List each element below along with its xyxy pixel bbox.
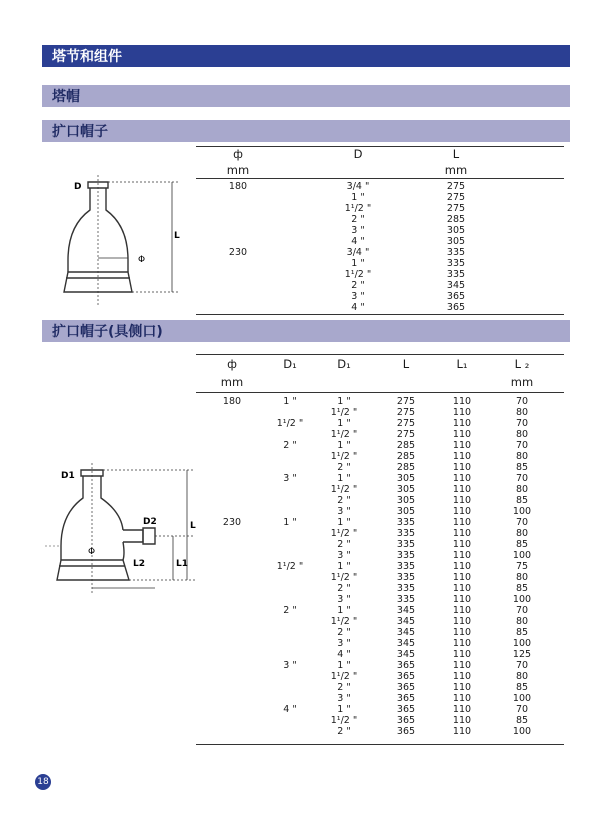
block2-cell: 275 bbox=[396, 396, 416, 407]
block2-cell: 3 " bbox=[337, 550, 351, 561]
block2-cell: 110 bbox=[452, 583, 472, 594]
block1-cell: 335 bbox=[446, 247, 466, 258]
block2-cell: 1¹/2 " bbox=[276, 561, 304, 572]
block1-header-1-top: D bbox=[353, 147, 363, 161]
block2-cell: 365 bbox=[396, 660, 416, 671]
block1-cell: 1¹/2 " bbox=[344, 203, 372, 214]
block2-cell: 3 " bbox=[283, 473, 297, 484]
diagram2-label-l2: L2 bbox=[133, 559, 145, 569]
block2-cell: 110 bbox=[452, 682, 472, 693]
table-side-port-cap bbox=[196, 354, 564, 746]
subsection-title: 塔帽 bbox=[52, 89, 80, 105]
block2-cell: 365 bbox=[396, 715, 416, 726]
block2-cell: 100 bbox=[512, 638, 532, 649]
block1-cell: 3 " bbox=[351, 225, 365, 236]
block2-cell: 345 bbox=[396, 616, 416, 627]
block2-cell: 110 bbox=[452, 616, 472, 627]
block2-cell: 1¹/2 " bbox=[330, 451, 358, 462]
block2-cell: 1¹/2 " bbox=[276, 418, 304, 429]
block2-cell: 80 bbox=[515, 572, 529, 583]
block2-cell: 1¹/2 " bbox=[330, 429, 358, 440]
block2-cell: 110 bbox=[452, 484, 472, 495]
block1-cell: 1 " bbox=[351, 258, 365, 269]
block1-header-0-unit: mm bbox=[226, 163, 250, 177]
block2-cell: 80 bbox=[515, 528, 529, 539]
block2-cell: 110 bbox=[452, 407, 472, 418]
side-port-cap-diagram bbox=[45, 460, 215, 620]
block2-cell: 335 bbox=[396, 572, 416, 583]
block2-cell: 285 bbox=[396, 462, 416, 473]
block2-cell: 125 bbox=[512, 649, 532, 660]
block2-rule bbox=[196, 744, 564, 745]
block2-title-bar bbox=[42, 320, 570, 342]
block2-cell: 1 " bbox=[337, 660, 351, 671]
block2-cell: 275 bbox=[396, 407, 416, 418]
block2-cell: 345 bbox=[396, 649, 416, 660]
block2-cell: 365 bbox=[396, 704, 416, 715]
block2-cell: 85 bbox=[515, 539, 529, 550]
block2-cell: 305 bbox=[396, 495, 416, 506]
block2-cell: 1¹/2 " bbox=[330, 715, 358, 726]
block2-cell: 110 bbox=[452, 550, 472, 561]
block1-cell: 1 " bbox=[351, 192, 365, 203]
block2-cell: 70 bbox=[515, 440, 529, 451]
block1-cell: 2 " bbox=[351, 280, 365, 291]
block2-cell: 110 bbox=[452, 660, 472, 671]
subsection-title-bar bbox=[42, 85, 570, 107]
block2-cell: 275 bbox=[396, 429, 416, 440]
block2-cell: 1 " bbox=[283, 517, 297, 528]
block2-cell: 110 bbox=[452, 715, 472, 726]
page-number: 18 bbox=[37, 777, 49, 787]
diagram2-label-l: L bbox=[190, 521, 196, 531]
block2-cell: 2 " bbox=[337, 495, 351, 506]
block2-cell: 85 bbox=[515, 682, 529, 693]
block2-cell: 365 bbox=[396, 726, 416, 737]
block2-cell: 345 bbox=[396, 638, 416, 649]
block2-cell: 1 " bbox=[337, 396, 351, 407]
block1-cell: 230 bbox=[228, 247, 248, 258]
block2-cell: 2 " bbox=[337, 462, 351, 473]
block2-cell: 345 bbox=[396, 605, 416, 616]
block1-cell: 1¹/2 " bbox=[344, 269, 372, 280]
block2-cell: 110 bbox=[452, 627, 472, 638]
block2-cell: 110 bbox=[452, 704, 472, 715]
block1-cell: 335 bbox=[446, 269, 466, 280]
block2-cell: 110 bbox=[452, 649, 472, 660]
block2-cell: 305 bbox=[396, 506, 416, 517]
flared-cap-diagram bbox=[60, 170, 210, 320]
block2-cell: 1 " bbox=[337, 704, 351, 715]
block2-cell: 110 bbox=[452, 671, 472, 682]
block2-header-3-top: L bbox=[402, 357, 410, 371]
block2-cell: 1¹/2 " bbox=[330, 484, 358, 495]
block2-cell: 85 bbox=[515, 627, 529, 638]
block1-cell: 3/4 " bbox=[346, 181, 370, 192]
block1-cell: 345 bbox=[446, 280, 466, 291]
block2-cell: 70 bbox=[515, 418, 529, 429]
block2-cell: 110 bbox=[452, 539, 472, 550]
block2-cell: 85 bbox=[515, 583, 529, 594]
section-title-bar bbox=[42, 45, 570, 67]
block2-cell: 110 bbox=[452, 726, 472, 737]
block2-cell: 110 bbox=[452, 517, 472, 528]
block2-header-5-top: L ₂ bbox=[514, 357, 530, 371]
block2-cell: 1¹/2 " bbox=[330, 407, 358, 418]
block2-cell: 4 " bbox=[283, 704, 297, 715]
block2-cell: 110 bbox=[452, 572, 472, 583]
block2-cell: 335 bbox=[396, 561, 416, 572]
block2-cell: 3 " bbox=[337, 506, 351, 517]
block2-cell: 1 " bbox=[337, 473, 351, 484]
block2-cell: 70 bbox=[515, 660, 529, 671]
block2-cell: 230 bbox=[222, 517, 242, 528]
block1-header-2-unit: mm bbox=[444, 163, 468, 177]
block2-cell: 110 bbox=[452, 638, 472, 649]
block1-cell: 4 " bbox=[351, 236, 365, 247]
block2-cell: 110 bbox=[452, 396, 472, 407]
block2-cell: 110 bbox=[452, 462, 472, 473]
block1-cell: 275 bbox=[446, 203, 466, 214]
diagram1-label-phi: Φ bbox=[138, 255, 146, 265]
block2-cell: 2 " bbox=[337, 726, 351, 737]
block2-cell: 335 bbox=[396, 528, 416, 539]
block2-cell: 365 bbox=[396, 682, 416, 693]
block1-title: 扩口帽子 bbox=[52, 124, 108, 140]
block2-cell: 70 bbox=[515, 704, 529, 715]
block1-cell: 285 bbox=[446, 214, 466, 225]
block2-cell: 285 bbox=[396, 451, 416, 462]
block2-cell: 3 " bbox=[337, 638, 351, 649]
block2-cell: 2 " bbox=[283, 605, 297, 616]
block2-cell: 70 bbox=[515, 473, 529, 484]
block2-cell: 110 bbox=[452, 440, 472, 451]
block2-cell: 1 " bbox=[337, 561, 351, 572]
block2-cell: 110 bbox=[452, 473, 472, 484]
block1-cell: 365 bbox=[446, 302, 466, 313]
block2-cell: 1¹/2 " bbox=[330, 572, 358, 583]
block2-cell: 110 bbox=[452, 528, 472, 539]
block2-cell: 70 bbox=[515, 605, 529, 616]
block2-cell: 3 " bbox=[337, 594, 351, 605]
block2-cell: 2 " bbox=[337, 539, 351, 550]
diagram2-label-d2: D2 bbox=[143, 517, 157, 527]
block1-title-bar bbox=[42, 120, 570, 142]
block2-cell: 100 bbox=[512, 693, 532, 704]
page-number-badge bbox=[35, 774, 51, 790]
block2-cell: 365 bbox=[396, 693, 416, 704]
block1-cell: 305 bbox=[446, 225, 466, 236]
block1-header-2-top: L bbox=[452, 147, 460, 161]
block2-cell: 335 bbox=[396, 550, 416, 561]
block1-cell: 305 bbox=[446, 236, 466, 247]
block2-cell: 80 bbox=[515, 616, 529, 627]
block2-cell: 110 bbox=[452, 429, 472, 440]
block1-rule bbox=[196, 146, 564, 147]
block2-cell: 2 " bbox=[283, 440, 297, 451]
block2-cell: 1¹/2 " bbox=[330, 671, 358, 682]
block2-cell: 110 bbox=[452, 561, 472, 572]
block2-cell: 110 bbox=[452, 418, 472, 429]
block2-cell: 1 " bbox=[337, 418, 351, 429]
block2-cell: 100 bbox=[512, 726, 532, 737]
table-flared-cap bbox=[196, 146, 564, 316]
diagram1-label-l: L bbox=[174, 231, 180, 241]
block1-cell: 180 bbox=[228, 181, 248, 192]
block1-cell: 365 bbox=[446, 291, 466, 302]
block1-header-0-top: ф bbox=[233, 147, 243, 161]
block2-cell: 110 bbox=[452, 495, 472, 506]
block2-header-5-unit: mm bbox=[510, 375, 534, 389]
block2-cell: 365 bbox=[396, 671, 416, 682]
block2-cell: 1¹/2 " bbox=[330, 616, 358, 627]
diagram2-label-l1: L1 bbox=[176, 559, 188, 569]
block2-cell: 335 bbox=[396, 539, 416, 550]
block2-cell: 100 bbox=[512, 594, 532, 605]
block2-cell: 1 " bbox=[337, 605, 351, 616]
block2-rule bbox=[196, 354, 564, 355]
block2-cell: 335 bbox=[396, 583, 416, 594]
block2-cell: 70 bbox=[515, 396, 529, 407]
block2-header-0-top: ф bbox=[227, 357, 237, 371]
block2-rule bbox=[196, 392, 564, 393]
block2-header-1-top: D₁ bbox=[283, 357, 297, 371]
block2-cell: 345 bbox=[396, 627, 416, 638]
block2-cell: 275 bbox=[396, 418, 416, 429]
block2-cell: 85 bbox=[515, 715, 529, 726]
block2-cell: 110 bbox=[452, 693, 472, 704]
block2-cell: 2 " bbox=[337, 627, 351, 638]
diagram2-label-phi: Φ bbox=[88, 547, 96, 557]
block2-cell: 110 bbox=[452, 605, 472, 616]
block2-header-0-unit: mm bbox=[220, 375, 244, 389]
block2-cell: 1 " bbox=[337, 517, 351, 528]
block1-cell: 4 " bbox=[351, 302, 365, 313]
block2-title: 扩口帽子(具侧口) bbox=[52, 324, 163, 340]
block2-cell: 85 bbox=[515, 495, 529, 506]
block2-header-4-top: L₁ bbox=[456, 357, 468, 371]
block2-cell: 100 bbox=[512, 550, 532, 561]
block1-cell: 275 bbox=[446, 192, 466, 203]
block2-cell: 110 bbox=[452, 451, 472, 462]
block2-cell: 100 bbox=[512, 506, 532, 517]
block2-header-2-top: D₁ bbox=[337, 357, 351, 371]
block2-cell: 110 bbox=[452, 594, 472, 605]
block2-cell: 70 bbox=[515, 517, 529, 528]
block1-rule bbox=[196, 314, 564, 315]
section-title: 塔节和组件 bbox=[52, 49, 122, 65]
block2-cell: 75 bbox=[515, 561, 529, 572]
block2-cell: 305 bbox=[396, 473, 416, 484]
diagram1-label-d: D bbox=[74, 182, 82, 192]
block1-cell: 3 " bbox=[351, 291, 365, 302]
block2-cell: 335 bbox=[396, 594, 416, 605]
block2-cell: 1 " bbox=[283, 396, 297, 407]
block2-cell: 4 " bbox=[337, 649, 351, 660]
block2-cell: 85 bbox=[515, 462, 529, 473]
block1-cell: 3/4 " bbox=[346, 247, 370, 258]
block2-cell: 2 " bbox=[337, 682, 351, 693]
block2-cell: 1 " bbox=[337, 440, 351, 451]
block1-rule bbox=[196, 178, 564, 179]
block2-cell: 80 bbox=[515, 451, 529, 462]
block2-cell: 285 bbox=[396, 440, 416, 451]
block1-cell: 275 bbox=[446, 181, 466, 192]
block2-cell: 80 bbox=[515, 429, 529, 440]
block1-cell: 2 " bbox=[351, 214, 365, 225]
block2-cell: 80 bbox=[515, 671, 529, 682]
block2-cell: 80 bbox=[515, 407, 529, 418]
block2-cell: 305 bbox=[396, 484, 416, 495]
block2-cell: 80 bbox=[515, 484, 529, 495]
block2-cell: 3 " bbox=[337, 693, 351, 704]
block2-cell: 2 " bbox=[337, 583, 351, 594]
block1-cell: 335 bbox=[446, 258, 466, 269]
block2-cell: 1¹/2 " bbox=[330, 528, 358, 539]
block2-cell: 335 bbox=[396, 517, 416, 528]
block2-cell: 180 bbox=[222, 396, 242, 407]
block2-cell: 3 " bbox=[283, 660, 297, 671]
diagram2-label-d1: D1 bbox=[61, 471, 75, 481]
block2-cell: 110 bbox=[452, 506, 472, 517]
